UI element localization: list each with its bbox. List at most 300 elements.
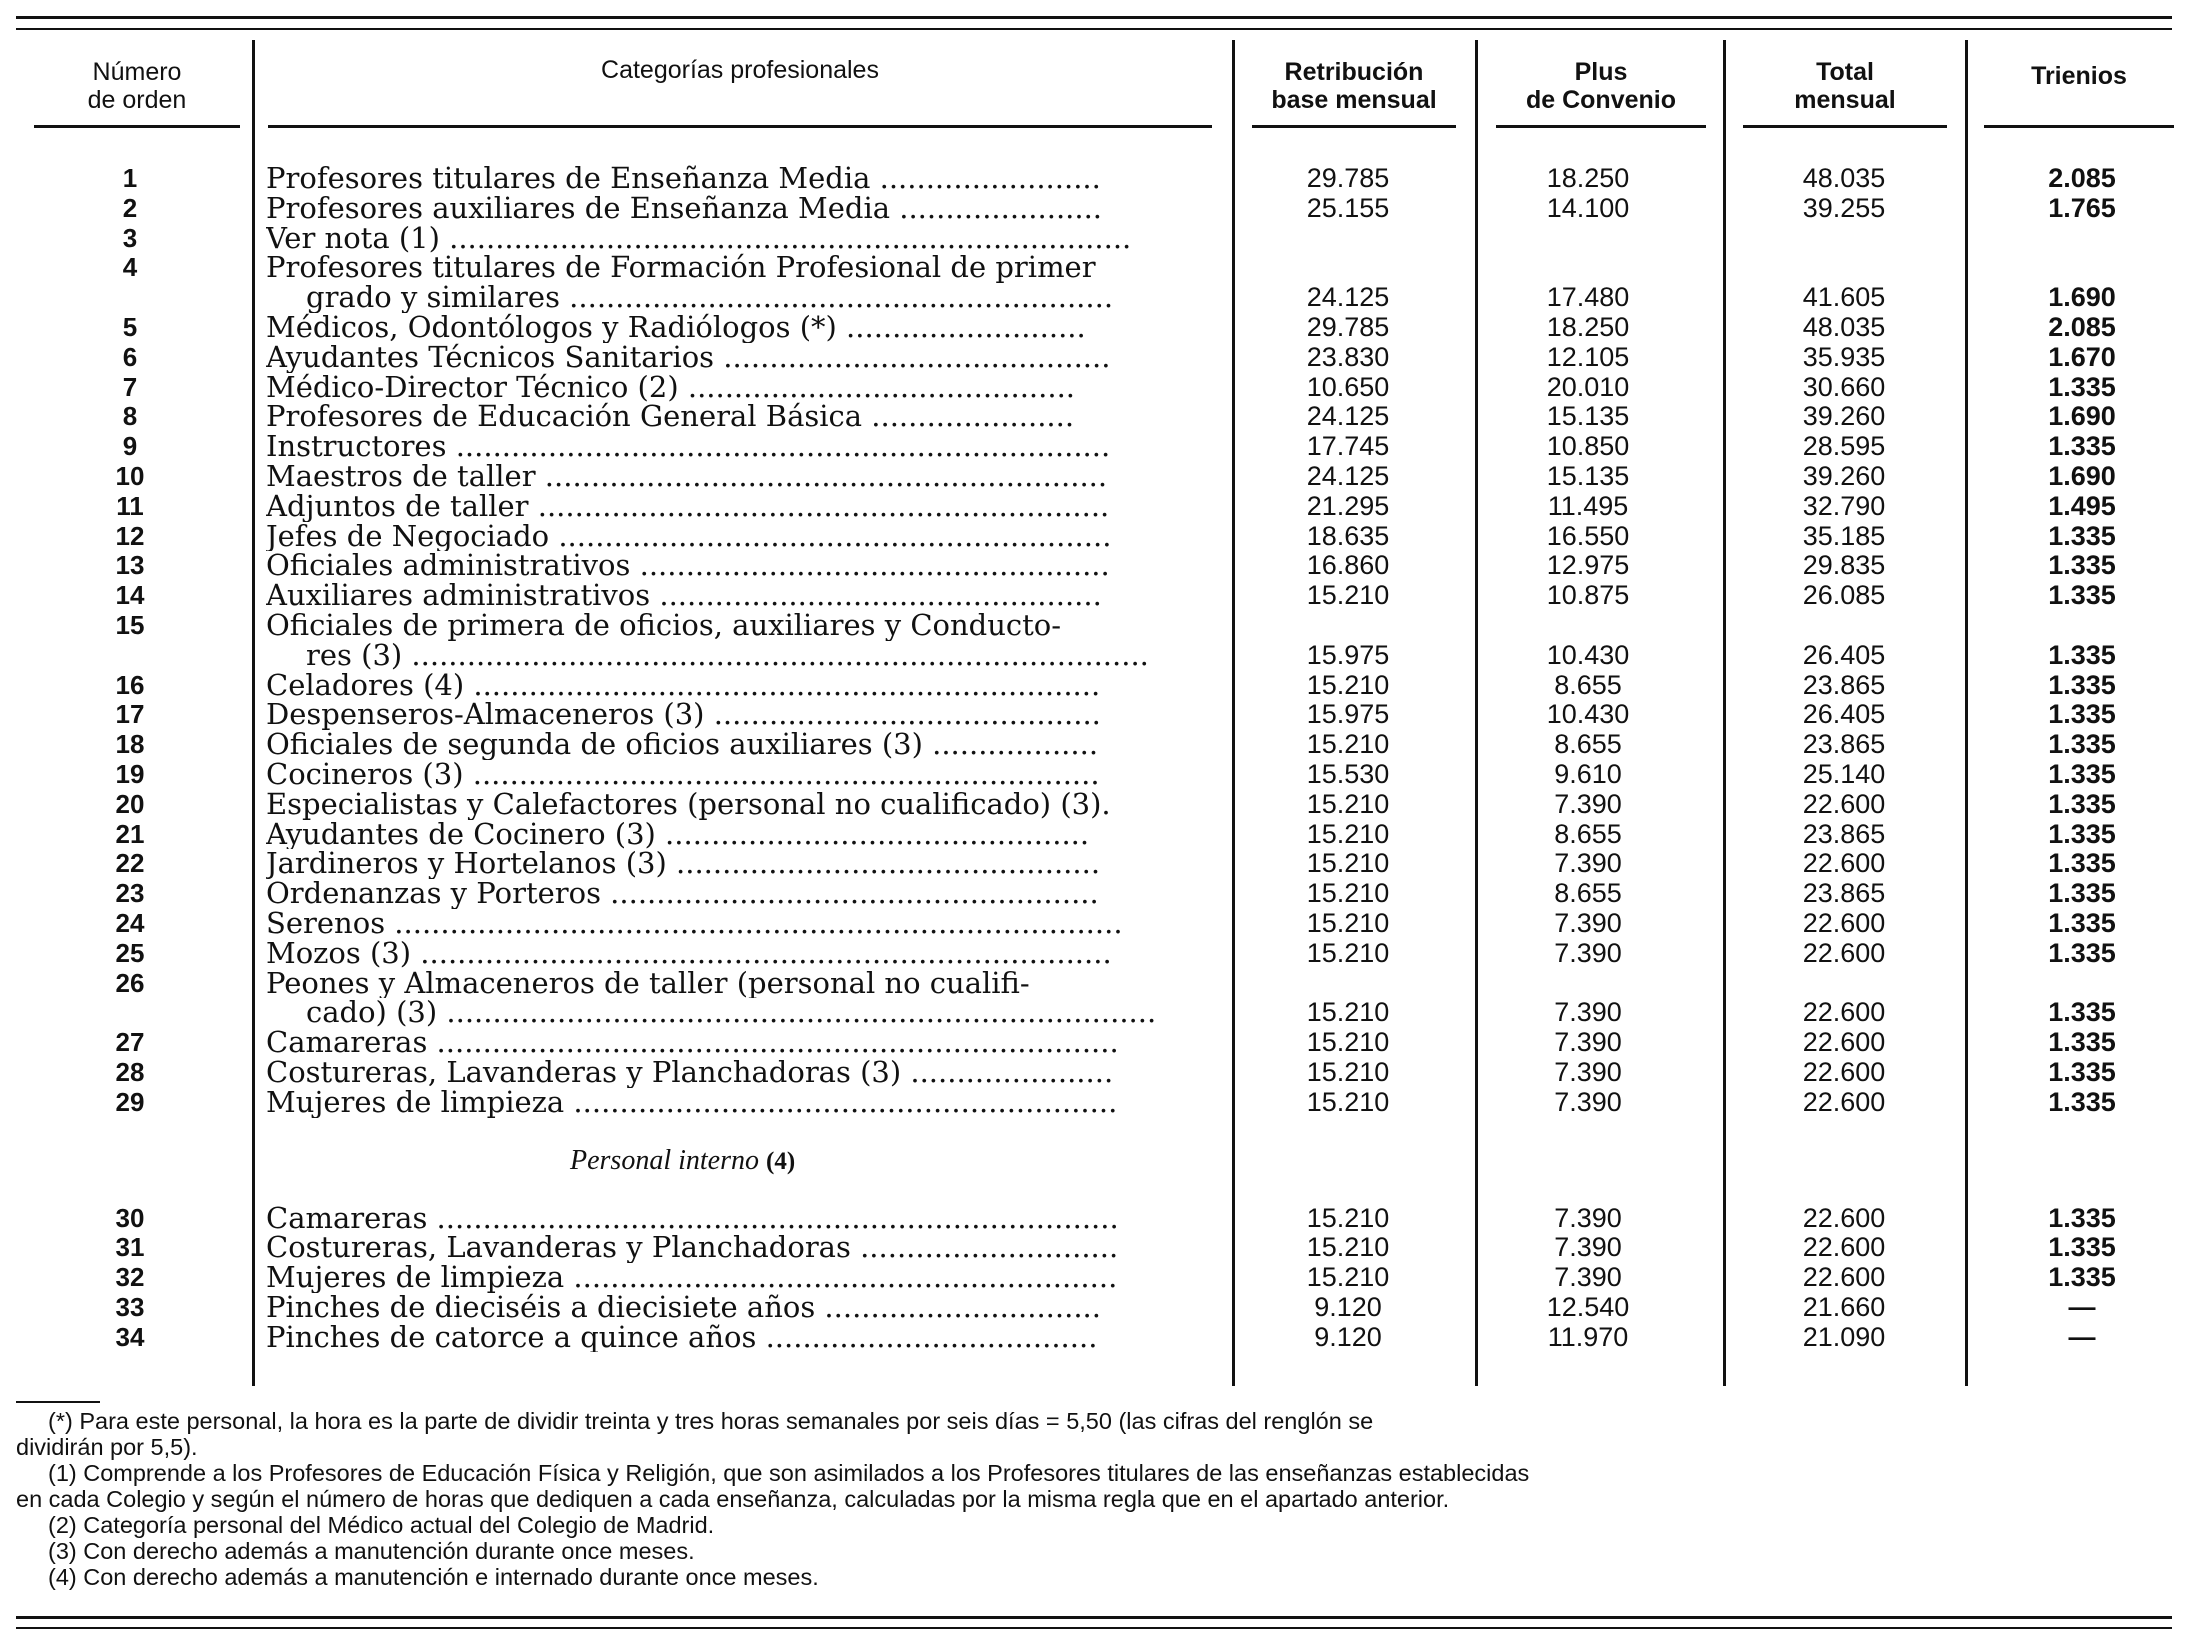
cell-plus: 7.390 (1554, 997, 1622, 1028)
cell-retribucion: 17.745 (1306, 431, 1390, 462)
category-line: Médicos, Odontólogos y Radiólogos (*) .......................... (266, 312, 1086, 343)
row-category (266, 224, 1210, 254)
row-number: 34 (115, 1321, 145, 1352)
header-plus-convenio (1496, 58, 1706, 114)
category-line: Oficiales administrativos ................................................... (266, 551, 1110, 582)
cell-plus: 7.390 (1554, 1262, 1622, 1293)
cell-trienios: 1.335 (2048, 758, 2116, 789)
cell-retribucion: 24.125 (1306, 282, 1390, 313)
header-underline (1984, 125, 2174, 128)
row-category (266, 432, 1210, 462)
row-category (266, 969, 1210, 1029)
cell-trienios: 1.335 (2048, 788, 2116, 819)
bottom-double-rule-lower (16, 1627, 2172, 1629)
category-line: Instructores ....................................................................... (266, 432, 1111, 462)
cell-total: 32.790 (1802, 490, 1886, 521)
row-category (266, 313, 1210, 343)
cell-plus: 7.390 (1554, 788, 1622, 819)
row-number: 7 (122, 371, 138, 402)
category-line: Profesores titulares de Formación Profesional de primer (266, 253, 1096, 284)
row-category (266, 164, 1210, 194)
row-category (266, 522, 1210, 552)
category-line: res (3) ................................................................................ (306, 640, 1149, 671)
table-row (0, 402, 2193, 432)
table-row (0, 820, 2193, 850)
header-line: mensual (1794, 86, 1896, 114)
category-line: Ordenanzas y Porteros ..................................................... (266, 879, 1099, 909)
cell-retribucion: 15.210 (1306, 1202, 1390, 1233)
section-title (570, 1146, 795, 1177)
row-number: 24 (115, 907, 145, 938)
cell-retribucion: 15.210 (1306, 1232, 1390, 1263)
row-number: 17 (115, 699, 145, 730)
table-row (0, 1088, 2193, 1118)
cell-plus: 10.875 (1546, 580, 1630, 611)
header-trienios (1984, 62, 2174, 90)
cell-total: 23.865 (1802, 878, 1886, 909)
row-category (266, 820, 1210, 850)
cell-retribucion: 25.155 (1306, 192, 1390, 223)
cell-total: 41.605 (1802, 282, 1886, 313)
category-line: Médico-Director Técnico (2) .......................................... (266, 372, 1076, 403)
cell-retribucion: 15.210 (1306, 818, 1390, 849)
header-line: de Convenio (1525, 86, 1676, 114)
cell-plus: 15.135 (1546, 401, 1630, 432)
cell-plus: 7.390 (1554, 1232, 1622, 1263)
category-line: Especialistas y Calefactores (personal no cualificado) (3). (266, 789, 1111, 820)
category-line: Peones y Almaceneros de taller (personal no cualifi- (266, 968, 1030, 999)
row-number: 8 (122, 401, 138, 432)
table-row (0, 700, 2193, 730)
footnote-rule (16, 1401, 100, 1403)
footnote-1-continued: en cada Colegio y según el número de horas que dediquen a cada enseñanza, calculadas por la misma regla que en el apartado anterior. (16, 1486, 1450, 1512)
header-underline (1252, 125, 1456, 128)
table-row (0, 671, 2193, 701)
section-heading-row (0, 1118, 2193, 1204)
cell-trienios: 1.690 (2048, 282, 2116, 313)
cell-total: 26.405 (1802, 699, 1886, 730)
cell-plus: 7.390 (1554, 907, 1622, 938)
cell-total: 22.600 (1802, 1056, 1886, 1087)
row-number: 19 (115, 758, 145, 789)
row-category (266, 790, 1210, 820)
category-line: grado y similares ........................................................... (306, 283, 1114, 313)
category-line: Jefes de Negociado ............................................................ (266, 521, 1112, 552)
header-total-mensual (1743, 58, 1947, 114)
row-number: 27 (115, 1027, 145, 1058)
cell-plus: 7.390 (1554, 1086, 1622, 1117)
cell-total: 23.865 (1802, 818, 1886, 849)
row-category (266, 253, 1210, 313)
cell-plus: 10.430 (1546, 699, 1630, 730)
row-number: 9 (122, 431, 138, 462)
row-number: 18 (115, 729, 145, 760)
cell-trienios: 1.335 (2048, 639, 2116, 670)
category-line: Cocineros (3) .................................................................... (266, 759, 1100, 790)
row-number: 3 (122, 222, 138, 253)
category-line: Ayudantes de Cocinero (3) .............................................. (266, 819, 1090, 850)
cell-trienios: 1.670 (2048, 341, 2116, 372)
cell-total: 39.260 (1802, 460, 1886, 491)
cell-trienios: 1.690 (2048, 401, 2116, 432)
table-row (0, 1323, 2193, 1353)
cell-trienios: 1.335 (2048, 1262, 2116, 1293)
header-numero-orden (34, 58, 240, 114)
row-number: 12 (115, 520, 145, 551)
row-category (266, 1233, 1210, 1263)
table-row (0, 224, 2193, 254)
table-row (0, 313, 2193, 343)
category-line: Profesores titulares de Enseñanza Media ........................ (266, 164, 1101, 194)
row-number: 23 (115, 878, 145, 909)
table-row (0, 343, 2193, 373)
cell-trienios: 1.335 (2048, 1027, 2116, 1058)
cell-retribucion: 15.210 (1306, 1056, 1390, 1087)
header-line: base mensual (1271, 86, 1437, 114)
cell-total: 26.085 (1802, 580, 1886, 611)
table-row (0, 1263, 2193, 1293)
row-number: 21 (115, 818, 145, 849)
category-line: Profesores auxiliares de Enseñanza Media ...................... (266, 193, 1103, 224)
table-row (0, 760, 2193, 790)
cell-plus: 7.390 (1554, 937, 1622, 968)
cell-total: 39.260 (1802, 401, 1886, 432)
cell-retribucion: 15.210 (1306, 580, 1390, 611)
row-category (266, 492, 1210, 522)
table-row (0, 432, 2193, 462)
cell-trienios: 1.335 (2048, 520, 2116, 551)
cell-total: 21.660 (1802, 1291, 1886, 1322)
footnote-star: (*) Para este personal, la hora es la parte de dividir treinta y tres horas semanales por seis días = 5,50 (las cifras del renglón se (48, 1408, 1374, 1434)
category-line: Despenseros-Almaceneros (3) .......................................... (266, 700, 1101, 731)
category-line: Pinches de catorce a quince años .................................... (266, 1322, 1098, 1353)
cell-retribucion: 16.860 (1306, 550, 1390, 581)
header-categorias (268, 56, 1212, 84)
cell-retribucion: 10.650 (1306, 371, 1390, 402)
category-line: Pinches de dieciséis a diecisiete años .............................. (266, 1292, 1101, 1323)
footnotes (16, 1408, 2176, 1590)
cell-trienios: 1.335 (2048, 848, 2116, 879)
cell-plus: 7.390 (1554, 1202, 1622, 1233)
cell-trienios: 1.335 (2048, 1056, 2116, 1087)
category-line: Serenos ............................................................................... (266, 908, 1123, 939)
cell-retribucion: 15.210 (1306, 878, 1390, 909)
header-underline (268, 125, 1212, 128)
header-line: Número (92, 58, 182, 86)
cell-plus: 10.850 (1546, 431, 1630, 462)
cell-plus: 11.495 (1547, 490, 1629, 521)
row-number: 1 (122, 163, 138, 193)
row-number: 31 (115, 1232, 145, 1263)
row-category (266, 194, 1210, 224)
cell-plus: 8.655 (1554, 669, 1622, 700)
cell-trienios: 1.335 (2048, 550, 2116, 581)
row-number: 11 (116, 490, 144, 521)
row-category (266, 939, 1210, 969)
cell-plus: 14.100 (1546, 192, 1630, 223)
row-number: 4 (122, 252, 138, 283)
category-line: Camareras .......................................................................... (266, 1028, 1119, 1058)
category-line: Mujeres de limpieza ........................................................... (266, 1263, 1118, 1293)
row-number: 30 (115, 1202, 145, 1233)
table-row (0, 164, 2193, 194)
cell-total: 23.865 (1802, 669, 1886, 700)
cell-total: 35.935 (1802, 341, 1886, 372)
cell-trienios: 1.335 (2048, 699, 2116, 730)
row-number: 32 (115, 1262, 145, 1293)
category-line: Adjuntos de taller .............................................................. (266, 491, 1110, 522)
table-row (0, 909, 2193, 939)
category-line: Costureras, Lavanderas y Planchadoras ............................ (266, 1233, 1119, 1264)
row-category (266, 462, 1210, 492)
cell-retribucion: 9.120 (1314, 1321, 1382, 1352)
table-row (0, 581, 2193, 611)
cell-trienios: 1.335 (2048, 907, 2116, 938)
cell-plus: 8.655 (1554, 729, 1622, 760)
category-line: Ayudantes Técnicos Sanitarios .......................................... (266, 342, 1111, 373)
row-category (266, 879, 1210, 909)
row-category (266, 611, 1210, 671)
cell-trienios: 1.335 (2048, 1202, 2116, 1233)
row-number: 16 (115, 669, 145, 700)
cell-trienios: 1.335 (2048, 431, 2116, 462)
row-category (266, 402, 1210, 432)
table-row (0, 194, 2193, 224)
row-category (266, 849, 1210, 879)
cell-total: 29.835 (1802, 550, 1886, 581)
cell-trienios: 1.335 (2048, 669, 2116, 700)
cell-trienios: 1.335 (2048, 580, 2116, 611)
row-category (266, 1058, 1210, 1088)
row-number: 20 (115, 788, 145, 819)
cell-plus: 15.135 (1546, 460, 1630, 491)
cell-total: 30.660 (1802, 371, 1886, 402)
cell-total: 22.600 (1802, 1202, 1886, 1233)
row-category (266, 343, 1210, 373)
cell-plus: 20.010 (1546, 371, 1630, 402)
category-line: Jardineros y Hortelanos (3) .............................................. (266, 849, 1101, 880)
cell-plus: 11.970 (1547, 1321, 1629, 1352)
category-line: Mujeres de limpieza ........................................................... (266, 1087, 1118, 1118)
table-row (0, 1293, 2193, 1323)
row-category (266, 1293, 1210, 1323)
cell-plus: 12.975 (1546, 550, 1630, 581)
row-category (266, 909, 1210, 939)
category-line: Costureras, Lavanderas y Planchadoras (3) ...................... (266, 1057, 1114, 1088)
cell-plus: 7.390 (1554, 1027, 1622, 1058)
header-line: Categorías profesionales (601, 56, 879, 84)
table-row (0, 492, 2193, 522)
table-row (0, 611, 2193, 671)
header-line: de orden (87, 86, 187, 114)
table-row (0, 790, 2193, 820)
row-number: 6 (122, 341, 138, 372)
cell-trienios: 1.335 (2048, 371, 2116, 402)
row-number: 10 (115, 460, 145, 491)
table-row (0, 849, 2193, 879)
row-category (266, 373, 1210, 403)
table-row (0, 969, 2193, 1029)
cell-retribucion: 15.975 (1306, 699, 1390, 730)
row-number: 26 (115, 967, 145, 998)
row-category (266, 700, 1210, 730)
cell-trienios: 1.335 (2048, 729, 2116, 760)
cell-total: 23.865 (1802, 729, 1886, 760)
cell-total: 28.595 (1802, 431, 1886, 462)
row-category (266, 730, 1210, 760)
cell-plus: 7.390 (1554, 848, 1622, 879)
cell-plus: 9.610 (1554, 758, 1622, 789)
cell-retribucion: 29.785 (1306, 311, 1390, 342)
cell-trienios: 1.335 (2048, 937, 2116, 968)
bottom-double-rule-upper (16, 1616, 2172, 1619)
table-row (0, 1233, 2193, 1263)
cell-plus: 7.390 (1554, 1056, 1622, 1087)
cell-retribucion: 15.210 (1306, 1027, 1390, 1058)
cell-retribucion: 15.210 (1306, 848, 1390, 879)
cell-retribucion: 23.830 (1306, 341, 1390, 372)
table-row (0, 373, 2193, 403)
cell-trienios: — (2068, 1321, 2096, 1352)
row-category (266, 1204, 1210, 1234)
category-line: Ver nota (1) .......................................................................... (266, 223, 1132, 254)
cell-retribucion: 15.210 (1306, 937, 1390, 968)
row-number: 14 (115, 580, 145, 611)
cell-total: 22.600 (1802, 1027, 1886, 1058)
cell-trienios: 1.335 (2048, 1232, 2116, 1263)
cell-total: 22.600 (1802, 1086, 1886, 1117)
row-category (266, 551, 1210, 581)
cell-total: 22.600 (1802, 848, 1886, 879)
row-category (266, 1323, 1210, 1353)
category-line: Oficiales de segunda de oficios auxiliares (3) .................. (266, 730, 1099, 760)
cell-retribucion: 15.210 (1306, 997, 1390, 1028)
cell-trienios: 1.335 (2048, 1086, 2116, 1117)
header-line: Retribución (1284, 58, 1424, 86)
cell-total: 22.600 (1802, 937, 1886, 968)
cell-trienios: 1.690 (2048, 460, 2116, 491)
cell-retribucion: 15.975 (1306, 639, 1390, 670)
cell-retribucion: 29.785 (1306, 163, 1390, 193)
category-line: Auxiliares administrativos ................................................ (266, 581, 1102, 611)
cell-total: 21.090 (1802, 1321, 1886, 1352)
cell-retribucion: 18.635 (1306, 520, 1390, 551)
section-title-ref: (4) (766, 1147, 796, 1175)
cell-plus: 18.250 (1546, 311, 1630, 342)
cell-total: 22.600 (1802, 788, 1886, 819)
cell-total: 22.600 (1802, 1232, 1886, 1263)
cell-trienios: 1.335 (2048, 997, 2116, 1028)
cell-retribucion: 15.210 (1306, 1086, 1390, 1117)
category-line: cado) (3) ............................................................................. (306, 998, 1157, 1029)
row-category (266, 760, 1210, 790)
cell-plus: 12.540 (1546, 1291, 1630, 1322)
header-underline (34, 125, 240, 128)
table-row (0, 462, 2193, 492)
row-category (266, 1088, 1210, 1118)
category-line: Mozos (3) ........................................................................... (266, 938, 1112, 969)
cell-total: 22.600 (1802, 907, 1886, 938)
table-row (0, 1058, 2193, 1088)
cell-plus: 10.430 (1546, 639, 1630, 670)
row-number: 22 (115, 848, 145, 879)
cell-retribucion: 15.530 (1306, 758, 1390, 789)
cell-plus: 8.655 (1554, 878, 1622, 909)
row-category (266, 1028, 1210, 1058)
top-double-rule-lower (16, 28, 2172, 30)
row-category (266, 581, 1210, 611)
row-number: 5 (122, 311, 138, 342)
category-line: Oficiales de primera de oficios, auxiliares y Conducto- (266, 610, 1062, 641)
cell-plus: 16.550 (1546, 520, 1630, 551)
table-row (0, 522, 2193, 552)
header-line: Plus (1574, 58, 1628, 86)
category-line: Profesores de Educación General Básica ...................... (266, 402, 1075, 433)
cell-trienios: 2.085 (2048, 163, 2116, 193)
cell-retribucion: 24.125 (1306, 460, 1390, 491)
row-number: 2 (122, 192, 138, 223)
header-underline (1496, 125, 1706, 128)
category-line: Maestros de taller ............................................................. (266, 461, 1108, 492)
footnote-1: (1) Comprende a los Profesores de Educación Física y Religión, que son asimilados a los Profesores titulares de las enseñanzas establecidas (48, 1460, 1530, 1486)
cell-trienios: 1.495 (2048, 490, 2116, 521)
cell-retribucion: 15.210 (1306, 788, 1390, 819)
table-row (0, 551, 2193, 581)
row-number: 28 (115, 1056, 145, 1087)
cell-trienios: 1.335 (2048, 878, 2116, 909)
header-underline (1743, 125, 1947, 128)
row-number: 29 (115, 1086, 145, 1117)
cell-total: 35.185 (1802, 520, 1886, 551)
cell-total: 25.140 (1802, 758, 1886, 789)
cell-total: 26.405 (1802, 639, 1886, 670)
footnote-4: (4) Con derecho además a manutención e internado durante once meses. (48, 1564, 819, 1590)
cell-total: 22.600 (1802, 997, 1886, 1028)
header-line: Total (1816, 58, 1874, 86)
table-row (0, 939, 2193, 969)
cell-retribucion: 15.210 (1306, 669, 1390, 700)
footnote-star-continued: dividirán por 5,5). (16, 1434, 198, 1460)
table-body (0, 164, 2193, 1352)
cell-retribucion: 15.210 (1306, 729, 1390, 760)
cell-total: 48.035 (1802, 163, 1886, 193)
cell-retribucion: 24.125 (1306, 401, 1390, 432)
table-row (0, 253, 2193, 313)
table-row (0, 879, 2193, 909)
cell-plus: 12.105 (1546, 341, 1630, 372)
table-row (0, 1204, 2193, 1234)
row-number: 25 (115, 937, 145, 968)
footnote-2: (2) Categoría personal del Médico actual del Colegio de Madrid. (48, 1512, 715, 1538)
cell-trienios: — (2068, 1291, 2096, 1322)
cell-trienios: 2.085 (2048, 311, 2116, 342)
cell-retribucion: 15.210 (1306, 1262, 1390, 1293)
header-retribucion (1252, 58, 1456, 114)
header-line: Trienios (2031, 62, 2127, 90)
cell-total: 39.255 (1802, 192, 1886, 223)
cell-total: 22.600 (1802, 1262, 1886, 1293)
table-row (0, 1028, 2193, 1058)
row-number: 13 (115, 550, 145, 581)
cell-retribucion: 21.295 (1306, 490, 1390, 521)
row-category (266, 1263, 1210, 1293)
row-category (266, 671, 1210, 701)
section-title-text: Personal interno (570, 1144, 759, 1176)
category-line: Celadores (4) .................................................................... (266, 670, 1101, 701)
category-line: Camareras .......................................................................... (266, 1203, 1119, 1234)
cell-total: 48.035 (1802, 311, 1886, 342)
row-number: 33 (115, 1291, 145, 1322)
